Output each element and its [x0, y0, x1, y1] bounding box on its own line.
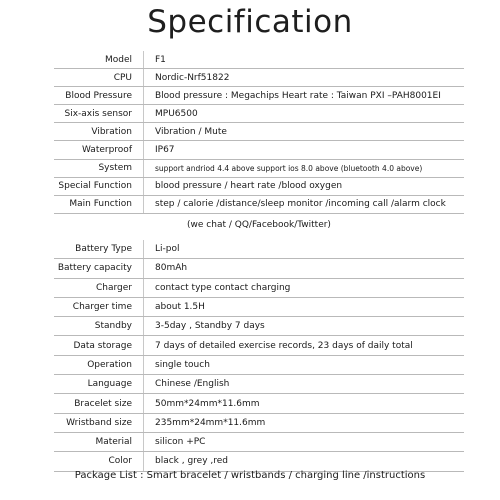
- spec-row-bracelet-size: [54, 394, 464, 413]
- spec-key: Bracelet size: [74, 398, 132, 409]
- spec-row-model: [54, 51, 464, 69]
- spec-row-language: [54, 375, 464, 394]
- spec-row-data-storage: [54, 336, 464, 355]
- spec-row-battery-capacity: [54, 259, 464, 278]
- spec-row-cpu: [54, 69, 464, 87]
- spec-row-battery-type: [54, 240, 464, 259]
- spec-value: about 1.5H: [143, 298, 464, 316]
- spec-key: Special Function: [58, 181, 132, 192]
- spec-value: MPU6500: [143, 105, 464, 122]
- spec-row-operation: [54, 356, 464, 375]
- spec-value: 235mm*24mm*11.6mm: [143, 414, 464, 432]
- spec-row-waterproof: [54, 141, 464, 159]
- spec-value: contact type contact charging: [143, 279, 464, 297]
- spec-value: Nordic-Nrf51822: [143, 69, 464, 86]
- spec-value: IP67: [143, 141, 464, 158]
- spec-value: Blood pressure : Megachips Heart rate : Taiwan PXI –PAH8001EI: [143, 87, 464, 104]
- spec-key: Material: [95, 437, 132, 448]
- spec-key: Blood Pressure: [65, 90, 132, 101]
- spec-key: Standby: [94, 321, 132, 332]
- spec-key: Main Function: [69, 199, 132, 210]
- spec-table-top: [54, 51, 464, 214]
- spec-value: blood pressure / heart rate /blood oxygen: [143, 178, 464, 195]
- spec-row-material: [54, 433, 464, 452]
- spec-key: Operation: [87, 359, 132, 370]
- spec-key: Wristband size: [66, 417, 132, 428]
- spec-value: 50mm*24mm*11.6mm: [143, 394, 464, 412]
- spec-key: Charger: [96, 282, 132, 293]
- spec-key: Data storage: [73, 340, 132, 351]
- spec-value: support andriod 4.4 above support ios 8.0 above (bluetooth 4.0 above): [143, 160, 464, 177]
- spec-value: F1: [143, 51, 464, 68]
- spec-value: 3-5day , Standby 7 days: [143, 317, 464, 335]
- spec-row-blood-pressure: [54, 87, 464, 105]
- spec-table-bottom: [54, 240, 464, 472]
- spec-row-vibration: [54, 123, 464, 141]
- spec-key: Color: [108, 456, 132, 467]
- spec-row-charger: [54, 279, 464, 298]
- spec-row-color: [54, 452, 464, 471]
- spec-row-standby: [54, 317, 464, 336]
- spec-value: Vibration / Mute: [143, 123, 464, 140]
- spec-key: CPU: [113, 72, 132, 83]
- spec-value: 7 days of detailed exercise records, 23 days of daily total: [143, 336, 464, 354]
- spec-value: black , grey ,red: [143, 452, 464, 470]
- main-function-continued: (we chat / QQ/Facebook/Twitter): [187, 220, 331, 230]
- page-title: Specification: [147, 4, 353, 40]
- spec-row-wristband-size: [54, 414, 464, 433]
- package-list: Package List : Smart bracelet / wristbands / charging line /instructions: [74, 470, 426, 481]
- spec-key: Language: [87, 379, 132, 390]
- spec-row-system: [54, 160, 464, 178]
- spec-row-six-axis-sensor: [54, 105, 464, 123]
- spec-key: Six-axis sensor: [64, 108, 132, 119]
- spec-value: Chinese /English: [143, 375, 464, 393]
- spec-value: single touch: [143, 356, 464, 374]
- spec-key: Vibration: [91, 126, 132, 137]
- spec-value: silicon +PC: [143, 433, 464, 451]
- spec-key: Battery Type: [75, 244, 132, 255]
- spec-row-special-function: [54, 178, 464, 196]
- spec-key: Waterproof: [81, 145, 132, 156]
- spec-key: Battery capacity: [57, 263, 132, 274]
- spec-key: System: [98, 163, 132, 174]
- spec-key: Model: [104, 54, 132, 65]
- spec-value: 80mAh: [143, 259, 464, 277]
- spec-key: Charger time: [72, 302, 132, 313]
- spec-row-main-function: [54, 196, 464, 214]
- spec-row-charger-time: [54, 298, 464, 317]
- spec-value: step / calorie /distance/sleep monitor /incoming call /alarm clock: [143, 196, 464, 213]
- spec-value: Li-pol: [143, 240, 464, 258]
